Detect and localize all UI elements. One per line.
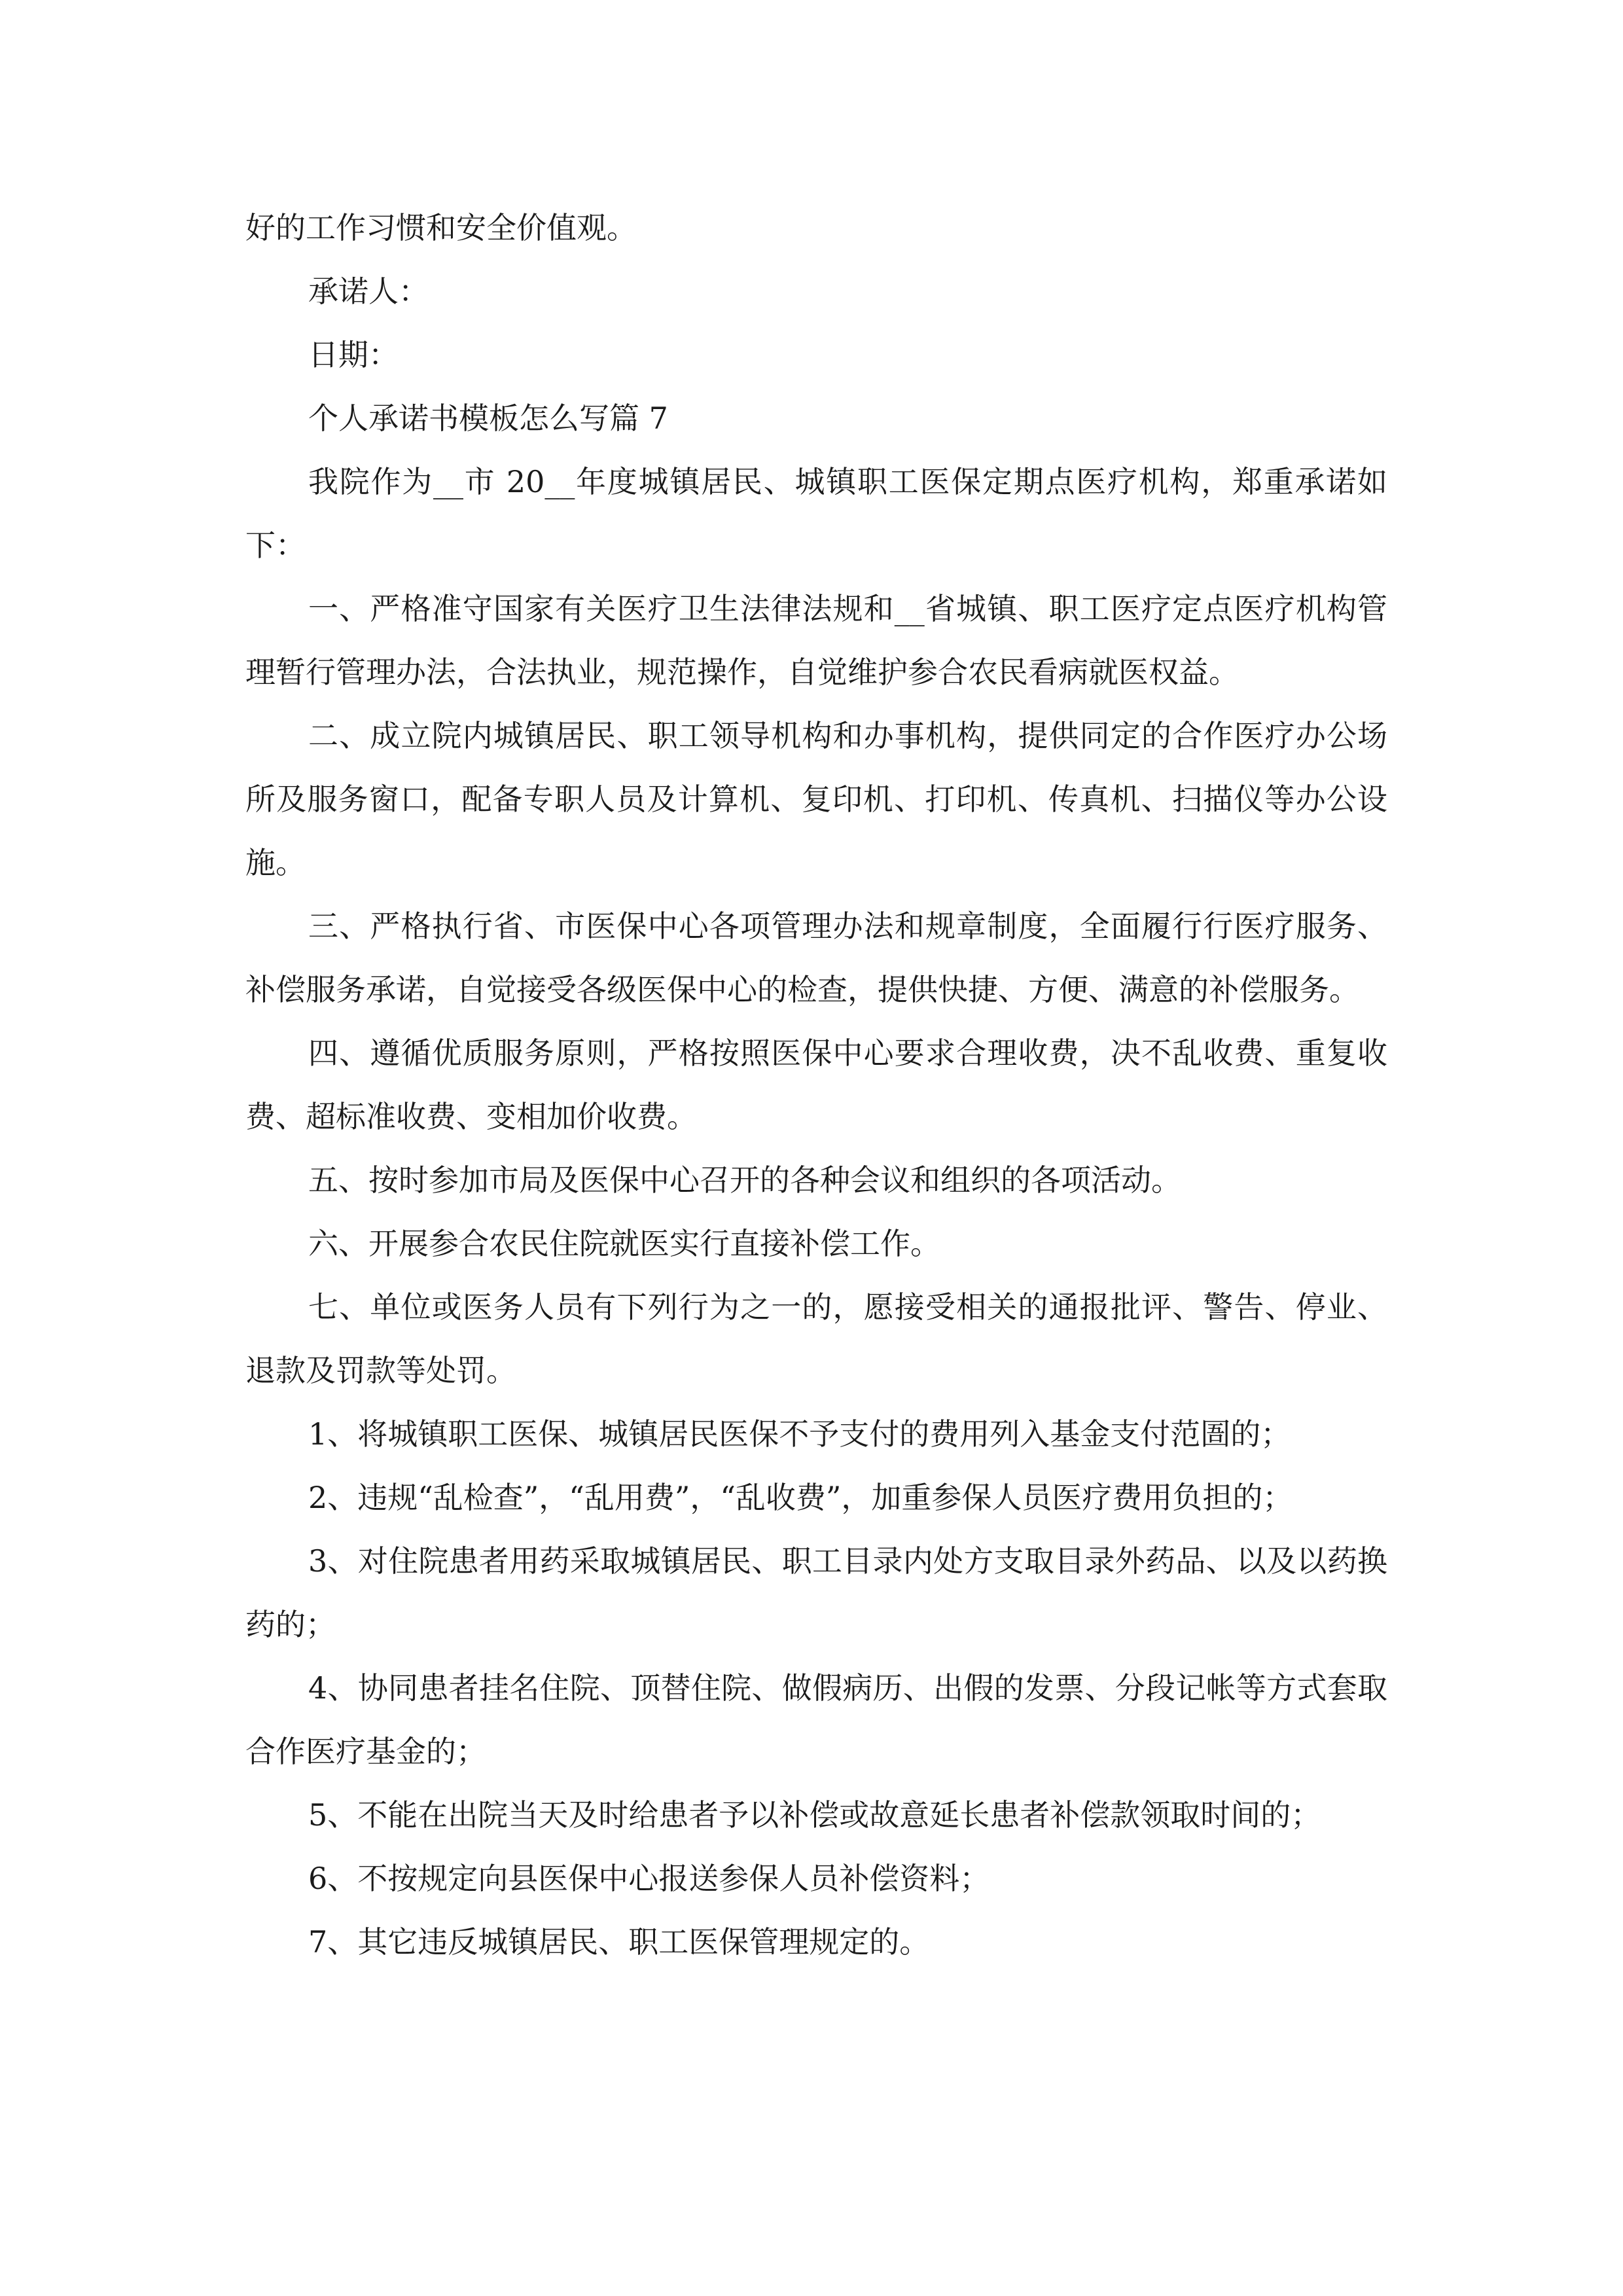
violation-item-2: 2、违规“乱检查”，“乱用费”，“乱收费”，加重参保人员医疗费用负担的； bbox=[308, 1480, 1293, 1515]
clause-2: 二、成立院内城镇居民、职工领导机构和办事机构，提供同定的合作医疗办公场所及服务窗口，配备专职人员及计算机、复印机、打印机、传真机、扫描仪等办公设施。 bbox=[245, 718, 1387, 880]
section-title: 个人承诺书模板怎么写篇 7 bbox=[308, 401, 668, 436]
violation-item-3: 3、对住院患者用药采取城镇居民、职工目录内处方支取目录外药品、以及以药换药的； bbox=[245, 1543, 1387, 1642]
signatory-label: 承诺人： bbox=[308, 274, 429, 309]
intro-paragraph: 我院作为__市 20__年度城镇居民、城镇职工医保定期点医疗机构，郑重承诺如下： bbox=[245, 464, 1387, 563]
clause-5: 五、按时参加市局及医保中心召开的各种会议和组织的各项活动。 bbox=[308, 1162, 1181, 1198]
paragraph-continuation: 好的工作习惯和安全价值观。 bbox=[245, 210, 637, 245]
clause-7: 七、单位或医务人员有下列行为之一的，愿接受相关的通报批评、警告、停业、退款及罚款等处罚。 bbox=[245, 1289, 1387, 1388]
clause-4: 四、遵循优质服务原则，严格按照医保中心要求合理收费，决不乱收费、重复收费、超标准收费、变相加价收费。 bbox=[245, 1035, 1387, 1134]
document-body bbox=[245, 196, 1387, 1974]
clause-3: 三、严格执行省、市医保中心各项管理办法和规章制度，全面履行行医疗服务、补偿服务承诺，自觉接受各级医保中心的检查，提供快捷、方便、满意的补偿服务。 bbox=[245, 908, 1387, 1007]
clause-6: 六、开展参合农民住院就医实行直接补偿工作。 bbox=[308, 1226, 940, 1261]
violation-item-6: 6、不按规定向县医保中心报送参保人员补偿资料； bbox=[308, 1861, 990, 1896]
date-label: 日期： bbox=[308, 337, 399, 372]
clause-1: 一、严格准守国家有关医疗卫生法律法规和__省城镇、职工医疗定点医疗机构管理暂行管理办法，合法执业，规范操作，自觉维护参合农民看病就医权益。 bbox=[245, 591, 1387, 690]
violation-item-4: 4、协同患者挂名住院、顶替住院、做假病历、出假的发票、分段记帐等方式套取合作医疗基金的； bbox=[245, 1670, 1387, 1769]
violation-item-1: 1、将城镇职工医保、城镇居民医保不予支付的费用列入基金支付范圄的； bbox=[308, 1416, 1291, 1452]
violation-item-5: 5、不能在出院当天及时给患者予以补偿或故意延长患者补偿款领取时间的； bbox=[308, 1797, 1321, 1833]
violation-item-7: 7、其它违反城镇居民、职工医保管理规定的。 bbox=[308, 1924, 930, 1960]
